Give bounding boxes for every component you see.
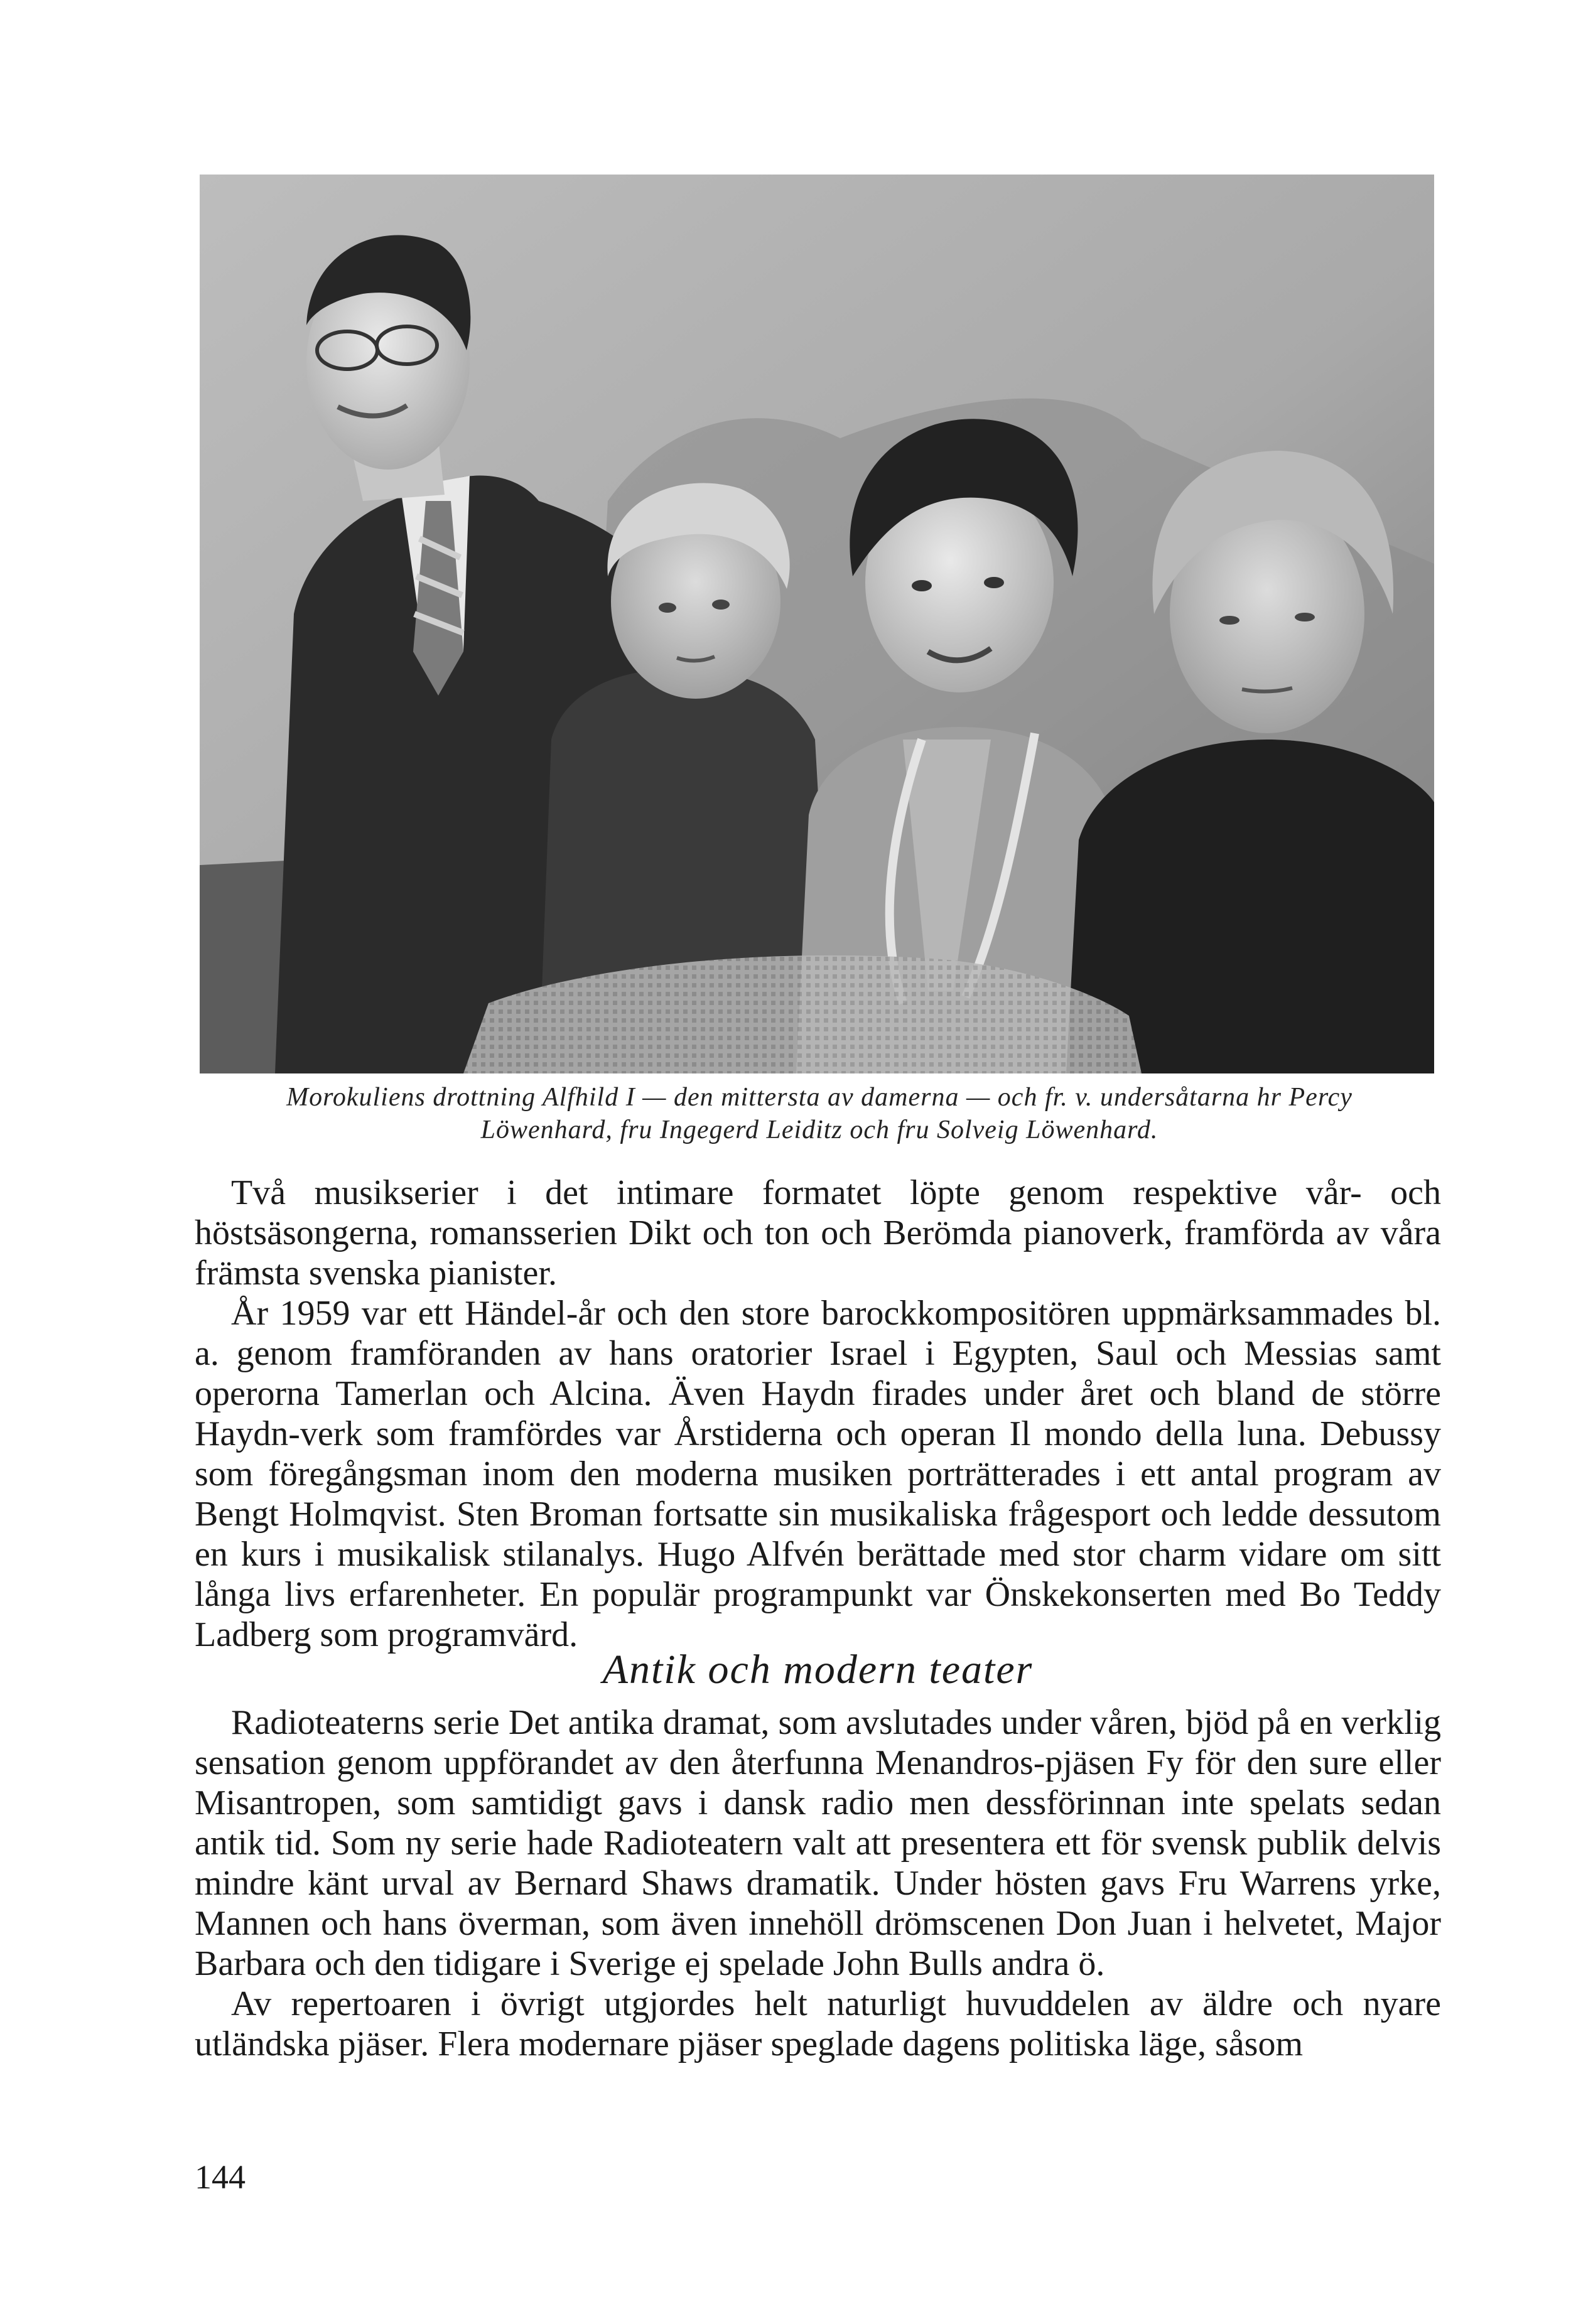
paragraph: Radioteaterns serie Det antika dramat, som avslutades under våren, bjöd på en verklig sensation genom uppförandet av den återfunna Menandros-pjäsen Fy för den sure eller Misantropen, som samtidigt gavs i dansk radio men dessförinnan inte spelats sedan antik tid. Som ny serie hade Radioteatern valt att presentera ett för svensk publik delvis mindre känt urval av Bernard Shaws dramatik. Under hösten gavs Fru Warrens yrke, Mannen och hans överman, som även innehöll drömscenen Don Juan i helvetet, Major Barbara och den tidigare i Sverige ej spelade John Bulls andra ö. [195, 1703, 1441, 1983]
photo-caption [195, 1081, 1444, 1146]
photograph-illustration [200, 175, 1434, 1073]
page-number: 144 [195, 2158, 246, 2196]
paragraph: År 1959 var ett Händel-år och den store barockkompositören uppmärksammades bl. a. genom framföranden av hans oratorier Israel i Egypten, Saul och Messias samt operorna Tamerlan och Alcina. Även Haydn firades under året och bland de större Haydn-verk som framfördes var Årstiderna och operan Il mondo della luna. Debussy som föregångsman inom den moderna musiken porträtterades i ett antal program av Bengt Holmqvist. Sten Broman fortsatte sin musikaliska frågesport och ledde dessutom en kurs i musikalisk stilanalys. Hugo Alfvén berättade med stor charm vidare om sitt långa livs erfarenheter. En populär programpunkt var Önskekonserten med Bo Teddy Ladberg som programvärd. [195, 1294, 1441, 1654]
caption-line-1: Morokuliens drottning Alfhild I — den mittersta av damerna — och fr. v. undersåtarna hr Percy [286, 1083, 1353, 1112]
article-text-music [195, 1173, 1441, 1655]
article-text-theater [195, 1703, 1441, 2064]
paragraph: Två musikserier i det intimare formatet löpte genom respektive vår- och höstsäsongerna, romansserien Dikt och ton och Berömda pianoverk, framförda av våra främsta svenska pianister. [195, 1173, 1441, 1293]
paragraph: Av repertoaren i övrigt utgjordes helt naturligt huvuddelen av äldre och nyare utländska pjäser. Flera modernare pjäser speglade dagens politiska läge, såsom [195, 1984, 1441, 2063]
caption-line-2: Löwenhard, fru Ingegerd Leiditz och fru Solveig Löwenhard. [480, 1116, 1158, 1144]
section-heading: Antik och modern teater [602, 1647, 1034, 1692]
photograph [200, 175, 1434, 1073]
